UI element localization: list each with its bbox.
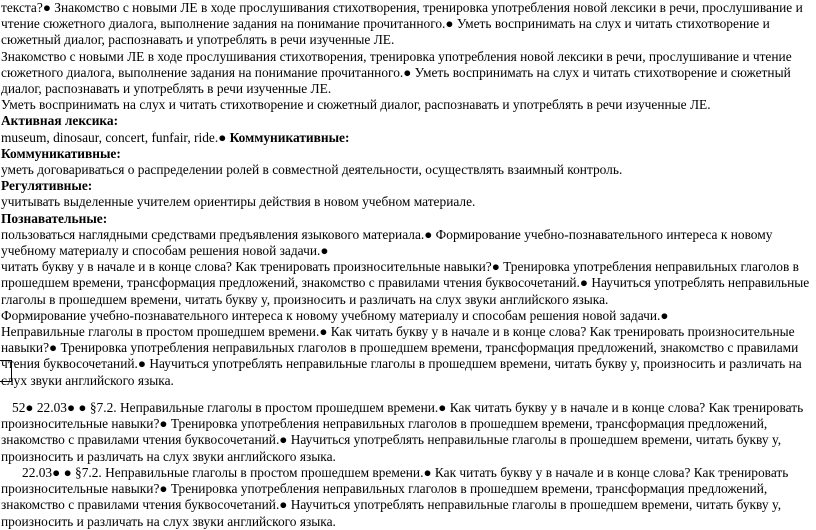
body-paragraph-1: читать букву y в начале и в конце слова? Как тренировать произносительные навыки?● Тренировка употребления неправильных глаголов в прошедшем времени, трансформация предложений, знакомство с правилами чтения буквосочетаний.● Научиться употреблять неправильные глаголы в прошедшем времени, читать букву y, произносить и различать на слух звуки английского языка. <box>1 259 810 307</box>
active-lexis-words: museum, dinosaur, concert, funfair, ride.● <box>1 129 230 145</box>
communicative-text: уметь договариваться о распределении ролей в совместной деятельности, осуществлять взаимный контроль. <box>1 162 623 178</box>
communicative-inline-heading: Коммуникативные: <box>229 129 350 145</box>
lesson-row-repeat: 22.03● ● §7.2. Неправильные глаголы в простом прошедшем времени.● Как читать букву y в начале и в конце слова? Как тренировать произносительные навыки?● Тренировка употребления неправильных глаголов в прошедшем времени, трансформация предложений, знакомство с правилами чтения буквосочетаний.● Научиться употреблять неправильные глаголы в прошедшем времени, читать букву y, произносить и различать на слух звуки английского языка. <box>1 465 789 529</box>
communicative-heading: Коммуникативные: <box>1 145 121 161</box>
table-cell-border <box>0 360 12 382</box>
body-paragraph-2: Формирование учебно-познавательного интереса к новому учебному материалу и способам решения новой задачи.● <box>1 307 669 323</box>
cognitive-text: пользоваться наглядными средствами предъявления языкового материала.● Формирование учебно-познавательного интереса к новому учебному материалу и способам решения новой задачи.● <box>1 226 773 259</box>
body-paragraph-3: Неправильные глаголы в простом прошедшем времени.● Как читать букву y в начале и в конце слова? Как тренировать произносительные навыки?● Тренировка употребления неправильных глаголов в прошедшем времени, трансформация предложений, знакомство с правилами чтения буквосочетаний.● Научиться употреблять неправильные глаголы в прошедшем времени, читать букву y, произносить и различать на слух звуки английского языка. <box>1 324 802 388</box>
paragraph-2: Знакомство с новыми ЛЕ в ходе прослушивания стихотворения, тренировка употребления новой лексики в речи, прослушивание и чтение сюжетного диалога, выполнение задания на понимание прочитанного.● Уметь воспринимать на слух и читать стихотворение и сюжетный диалог, распознавать и употреблять в речи изученные ЛЕ. <box>1 48 792 97</box>
cognitive-heading: Познавательные: <box>1 210 108 226</box>
regulatory-heading: Регулятивные: <box>1 178 93 194</box>
active-lexis-heading: Активная лексика: <box>1 113 119 129</box>
regulatory-text: учитывать выделенные учителем ориентиры действия в новом учебном материале. <box>1 194 476 210</box>
active-lexis-line <box>1 130 812 146</box>
paragraph-3: Уметь воспринимать на слух и читать стихотворение и сюжетный диалог, распознавать и употреблять в речи изученные ЛЕ. <box>1 97 711 113</box>
lesson-row: 52● 22.03● ● §7.2. Неправильные глаголы в простом прошедшем времени.● Как читать букву y в начале и в конце слова? Как тренировать произносительные навыки?● Тренировка употребления неправильных глаголов в прошедшем времени, трансформация предложений, знакомство с правилами чтения буквосочетаний.● Научиться употреблять неправильные глаголы в прошедшем времени, читать букву y, произносить и различать на слух звуки английского языка. <box>1 400 804 464</box>
paragraph-1: текста?● Знакомство с новыми ЛЕ в ходе прослушивания стихотворения, тренировка употребления новой лексики в речи, прослушивание и чтение сюжетного диалога, выполнение задания на понимание прочитанного.● Уметь воспринимать на слух и читать стихотворение и сюжетный диалог, распознавать и употреблять в речи изученные ЛЕ. <box>1 0 803 48</box>
